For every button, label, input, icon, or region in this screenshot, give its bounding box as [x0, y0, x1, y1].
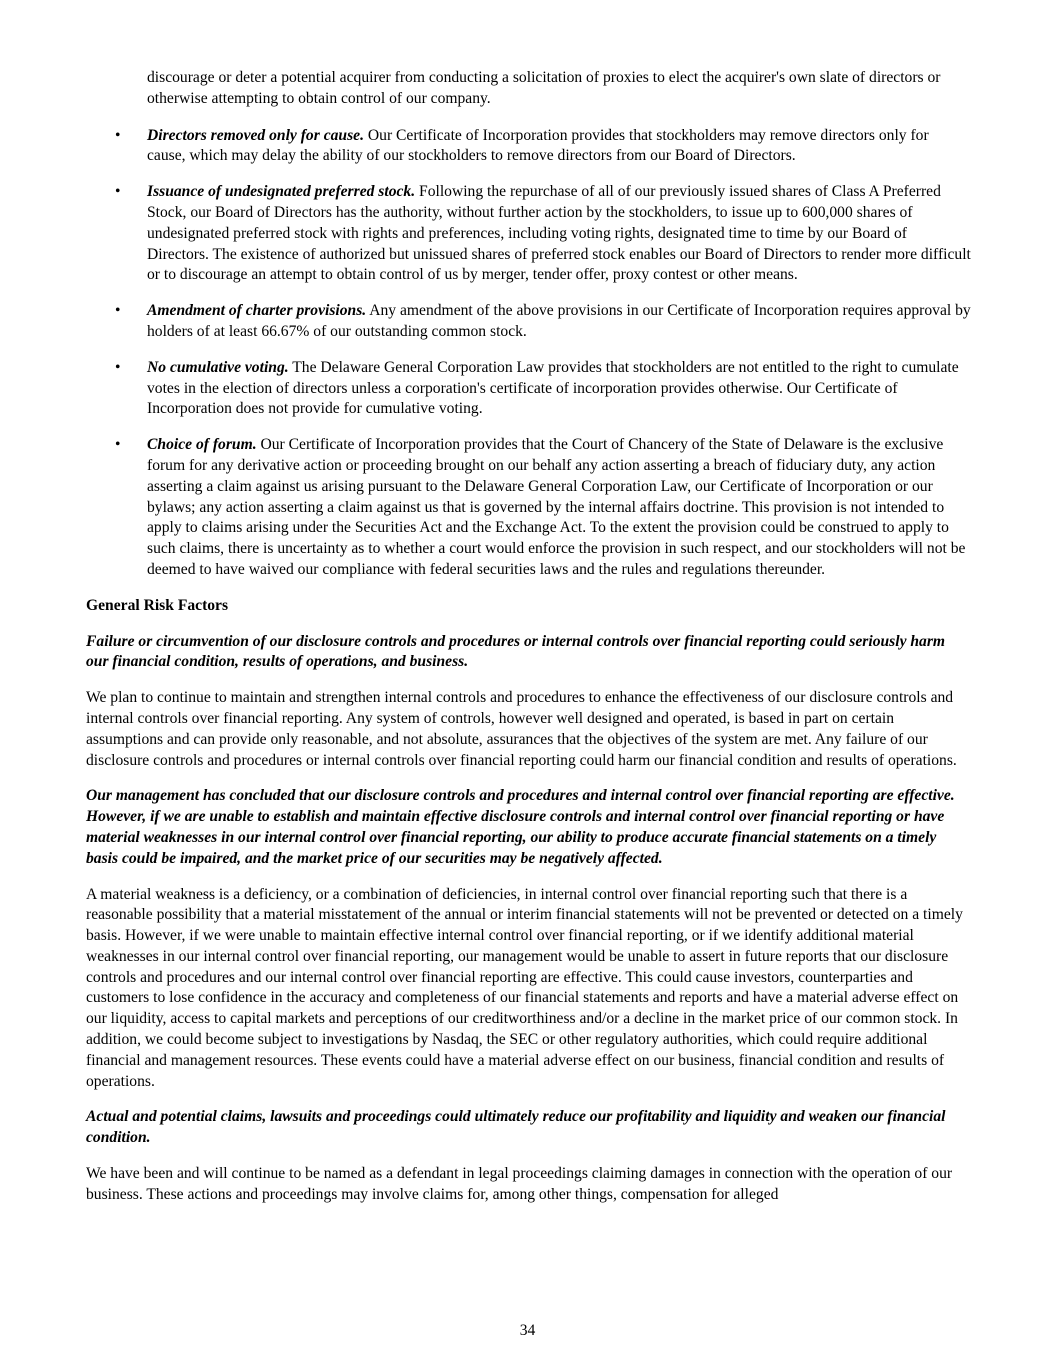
bullet-icon: •	[115, 436, 121, 454]
risk-factor-body: A material weakness is a deficiency, or a combination of deficiencies, in internal control over financial reporting such that there is a reasonable possibility that a material misstatement of the annual or interim financial statements will not be prevented or detected on a timely basis. However, if we were unable to maintain effective internal control over financial reporting, or if we identify additional material weaknesses in our internal control over financial reporting, our management would be unable to assert in future reports that our disclosure controls and procedures and our internal control over financial reporting are effective. This could cause investors, counterparties and customers to lose confidence in the accuracy and completeness of our financial statements and reports and have a material adverse effect on our liquidity, access to capital markets and perceptions of our creditworthiness and/or a decline in the market price of our common stock. In addition, we could become subject to investigations by Nasdaq, the SEC or other regulatory authorities, which could require additional financial and management resources. These events could have a material adverse effect on our business, financial condition and results of operations.	[86, 885, 963, 1090]
risk-factor-heading: Failure or circumvention of our disclosure controls and procedures or internal controls over financial reporting could seriously harm our financial condition, results of operations, and business.	[86, 632, 946, 671]
risk-factor-heading: Actual and potential claims, lawsuits and proceedings could ultimately reduce our profitability and liquidity and weaken our financial condition.	[86, 1108, 946, 1147]
bullet-title: Issuance of undesignated preferred stock.	[147, 183, 416, 201]
bullet-title: Directors removed only for cause.	[147, 126, 364, 144]
section-title: General Risk Factors	[86, 596, 229, 614]
bullet-text: Our Certificate of Incorporation provides that the Court of Chancery of the State of Delaware is the exclusive forum for any derivative action or proceeding brought on our behalf any action asserting a breach of fiduciary duty, any action asserting a claim against us arising pursuant to the Delaware General Corporation Law, our Certificate of Incorporation or our bylaws; any action asserting a claim against us that is governed by the internal affairs doctrine. This provision is not intended to apply to claims arising under the Securities Act and the Exchange Act. To the extent the provision could be construed to apply to such claims, there is uncertainty as to whether a court would enforce the provision in such respect, and our stockholders will not be deemed to have waived our compliance with federal securities laws and the rules and regulations thereunder.	[147, 436, 966, 578]
bullet-item-choice-of-forum	[86, 435, 971, 581]
bullet-icon: •	[115, 126, 121, 144]
bullet-title: Amendment of charter provisions.	[147, 302, 367, 320]
bullet-item-cumulative-voting	[86, 358, 971, 420]
bullet-text: The Delaware General Corporation Law provides that stockholders are not entitled to the right to cumulate votes in the election of directors unless a corporation's certificate of incorporation provides otherwise. Our Certificate of Incorporation does not provide for cumulative voting.	[147, 358, 959, 418]
risk-factor-heading: Our management has concluded that our disclosure controls and procedures and internal control over financial reporting are effective. However, if we are unable to establish and maintain effective disclosure controls and internal control over financial reporting or have material weaknesses in our internal control over financial reporting, our ability to produce accurate financial statements on a timely basis could be impaired, and the market price of our securities may be negatively affected.	[86, 787, 955, 867]
risk-factor-body: We have been and will continue to be named as a defendant in legal proceedings claiming damages in connection with the operation of our business. These actions and proceedings may involve claims for, among other things, compensation for alleged	[86, 1165, 953, 1203]
continuation-paragraph: discourage or deter a potential acquirer from conducting a solicitation of proxies to elect the acquirer's own slate of directors or otherwise attempting to obtain control of our company.	[147, 69, 941, 107]
bullet-item-preferred-stock	[86, 182, 971, 286]
bullet-icon: •	[115, 358, 121, 376]
bullet-text: Our Certificate of Incorporation provides that stockholders may remove directors only for cause, which may delay the ability of our stockholders to remove directors from our Board of Directors.	[147, 126, 929, 165]
bullet-title: No cumulative voting.	[147, 358, 289, 376]
bullet-text: Following the repurchase of all of our previously issued shares of Class A Preferred Stock, our Board of Directors has the authority, without further action by the stockholders, to issue up to 600,000 shares of undesignated preferred stock with rights and preferences, including voting rights, designated time to time by our Board of Directors. The existence of authorized but unissued shares of preferred stock enables our Board of Directors to render more difficult or to discourage an attempt to obtain control of us by merger, tender offer, proxy contest or other means.	[147, 183, 971, 284]
bullet-list	[86, 126, 971, 581]
bullet-text: Any amendment of the above provisions in our Certificate of Incorporation requires approval by holders of at least 66.67% of our outstanding common stock.	[147, 302, 971, 340]
bullet-item-directors-removed	[86, 126, 971, 168]
bullet-icon: •	[115, 183, 121, 201]
document-page	[86, 68, 971, 1221]
bullet-title: Choice of forum.	[147, 436, 257, 454]
risk-factor-body: We plan to continue to maintain and strengthen internal controls and procedures to enhance the effectiveness of our disclosure controls and internal controls over financial reporting. Any system of controls, however well designed and operated, is based in part on certain assumptions and can provide only reasonable, and not absolute, assurances that the objectives of the system are met. Any failure of our disclosure controls and procedures or internal controls over financial reporting could harm our financial condition and results of operations.	[86, 689, 957, 769]
page-number: 34	[519, 1322, 536, 1339]
bullet-icon: •	[115, 302, 121, 320]
bullet-item-charter-amendment	[86, 301, 971, 343]
